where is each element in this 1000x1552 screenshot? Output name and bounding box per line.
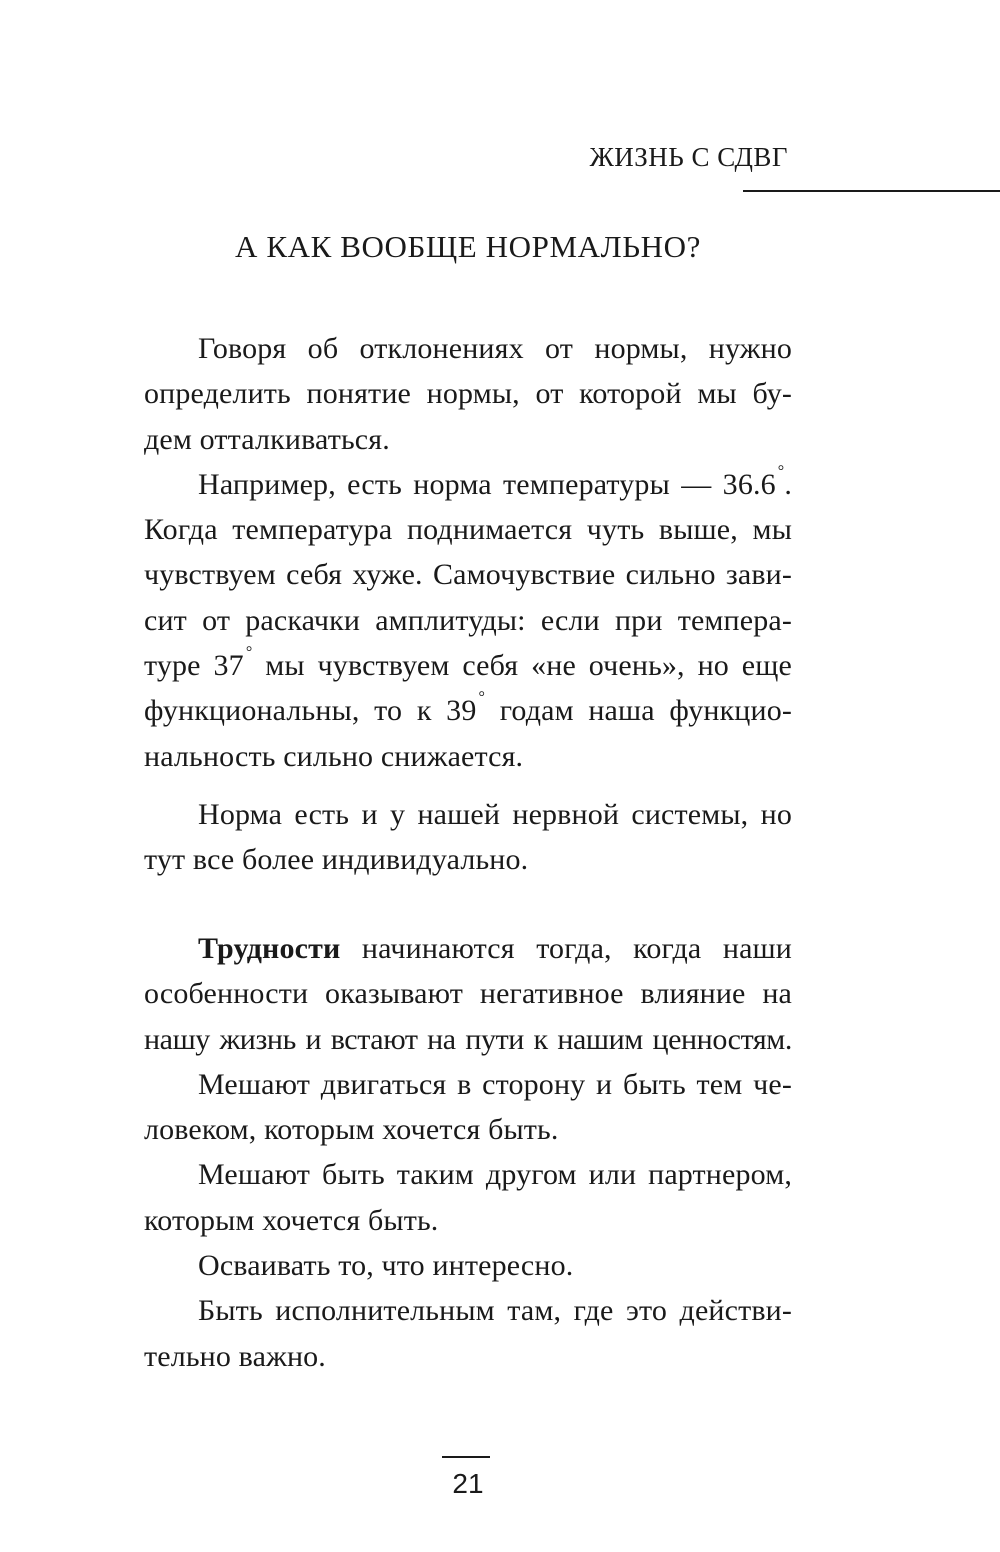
text-line: нашу жизнь и встают на пути к нашим ценностям. xyxy=(144,1022,792,1056)
chapter-title: А КАК ВООБЩЕ НОРМАЛЬНО? xyxy=(235,229,701,264)
text-line xyxy=(144,643,792,688)
section-nervous-system xyxy=(144,792,792,883)
text-line: Быть исполнительным там, где это действи- xyxy=(198,1294,792,1328)
text-line xyxy=(144,926,792,971)
text-line: ловеком, которым хочется быть. xyxy=(144,1113,559,1147)
text-line: особенности оказывают негативное влияние на xyxy=(144,977,792,1011)
footer-rule xyxy=(442,1456,490,1458)
text-line: определить понятие нормы, от которой мы бу- xyxy=(144,377,792,411)
text-fragment: мы чувствуем себя «не очень», но еще xyxy=(252,649,792,683)
text-line: Когда температура поднимается чуть выше, мы xyxy=(144,513,792,547)
text-line: чувствуем себя хуже. Самочувствие сильно зави- xyxy=(144,558,792,592)
text-line: сит от раскачки амплитуды: если при темпера- xyxy=(144,603,792,637)
text-fragment: . xyxy=(784,467,792,501)
text-line: тут все более индивидуально. xyxy=(144,843,529,877)
text-line: которым хочется быть. xyxy=(144,1203,439,1237)
text-line: Говоря об отклонениях от нормы, нужно xyxy=(198,332,792,365)
section-norm-definition xyxy=(144,326,792,779)
degree-sign: ° xyxy=(245,644,253,662)
text-line: нальность сильно снижается. xyxy=(144,739,524,773)
text-line: дем отталкиваться. xyxy=(144,422,390,456)
degree-sign: ° xyxy=(777,462,785,480)
text-line: Норма есть и у нашей нервной системы, но xyxy=(198,798,792,831)
text-line: Мешают быть таким другом или партнером, xyxy=(198,1158,792,1192)
section-difficulties xyxy=(144,926,792,1379)
page-number: 21 xyxy=(452,1468,484,1499)
text-line: Осваивать то, что интересно. xyxy=(198,1249,574,1283)
text-line: тельно важно. xyxy=(144,1339,326,1373)
text-line: Мешают двигаться в сторону и быть тем че- xyxy=(198,1067,792,1101)
text-fragment: Например, есть норма температуры — 36.6 xyxy=(198,467,776,501)
running-header: ЖИЗНЬ С СДВГ xyxy=(589,142,788,172)
degree-sign: ° xyxy=(478,689,486,707)
text-line xyxy=(144,688,792,733)
text-fragment: функциональны, то к 39 xyxy=(144,694,477,728)
text-fragment: туре 37 xyxy=(144,649,244,683)
text-line xyxy=(144,462,792,507)
bold-term: Трудности xyxy=(198,932,341,965)
header-rule xyxy=(743,190,1000,192)
text-fragment: годам наша функцио- xyxy=(485,694,792,728)
text-fragment: начинаются тогда, когда наши xyxy=(340,932,792,965)
